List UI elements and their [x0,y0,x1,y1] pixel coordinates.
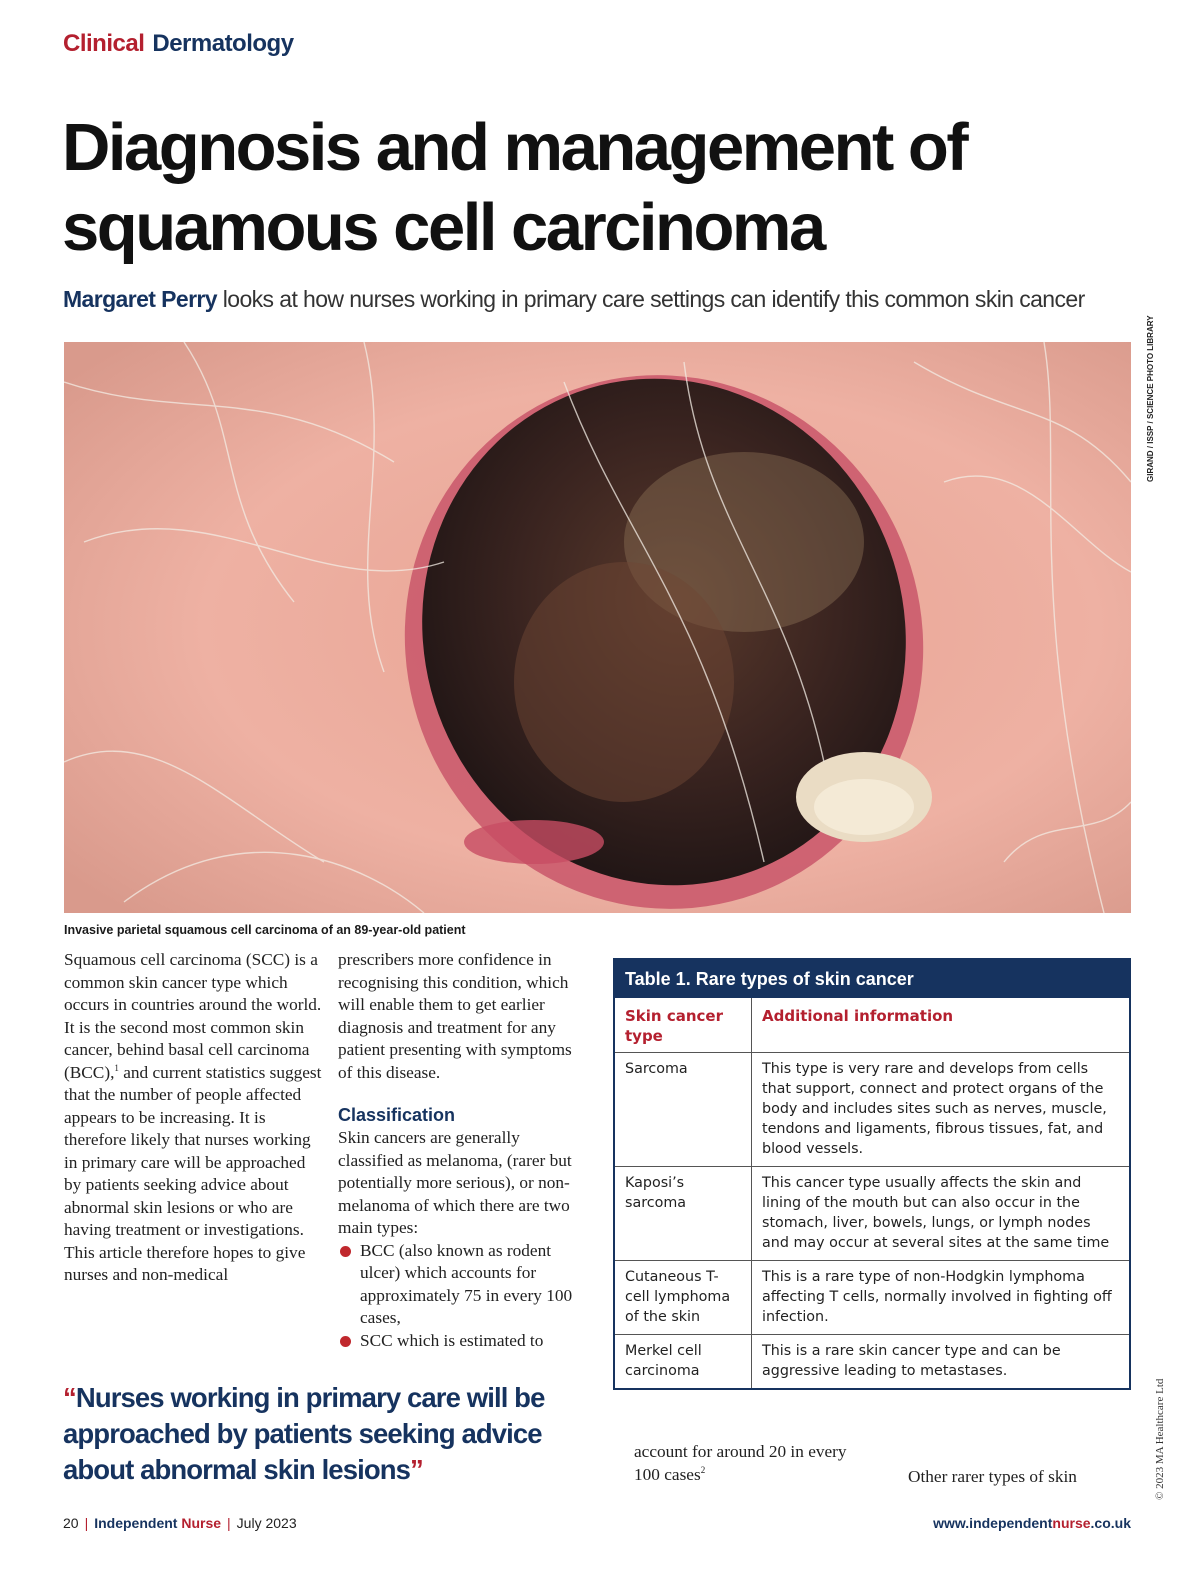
bullet-icon [340,1246,351,1257]
classification-heading: Classification [338,1105,456,1125]
magazine-name-part-1: Independent [94,1515,178,1531]
standfirst [63,286,1143,313]
copyright-notice [1140,1355,1166,1500]
rare-skin-cancer-table [613,958,1131,1390]
article-title-line-2: squamous cell carcinoma [62,190,824,265]
table-row [615,1335,1129,1389]
list-item [338,1240,588,1330]
close-quote-mark: ” [410,1454,423,1485]
types-list [338,1240,588,1353]
author-name: Margaret Perry [63,286,217,312]
website-link[interactable] [933,1515,1131,1531]
reference-1: 1 [114,1062,119,1073]
url-part-2: nurse [1052,1515,1091,1531]
classification-paragraph: Skin cancers are generally classified as melanoma, (rarer but potentially more serious), or non-melanoma of which there are two main types: [338,1128,572,1237]
section-name: Clinical [63,30,145,57]
open-quote-mark: “ [63,1382,76,1413]
cell-type: Merkel cell carcinoma [615,1335,752,1389]
cell-type: Sarcoma [615,1053,752,1167]
photo-credit [1134,315,1155,482]
standfirst-text: looks at how nurses working in primary care settings can identify this common skin cancer [222,286,1085,312]
section-label [63,30,294,58]
table-row [615,1053,1129,1167]
intro-text-b: and current statistics suggest that the number of people affected appears to be increasing. It is therefore likely that nurses working in primary care will be approached by patients seeking advice about abnormal skin lesions or who are having treatment or investigations. This article therefore hopes to give nurses and non-medical [64,1062,322,1284]
magazine-name-part-2: Nurse [181,1515,222,1531]
cell-info: This is a rare type of non-Hodgkin lymphoma affecting T cells, normally involved in fighting off infection. [752,1261,1130,1335]
url-part-1: www.independent [933,1515,1053,1531]
lesion-photo [64,342,1131,913]
body-column-3-continuation [634,1441,874,1486]
photo-caption: Invasive parietal squamous cell carcinoma of an 89-year-old patient [64,923,466,937]
body-column-1 [64,949,326,1287]
intro-text-a: Squamous cell carcinoma (SCC) is a common skin cancer type which occurs in countries around the world. It is the second most common skin cancer, behind basal cell carcinoma (BCC), [64,950,322,1082]
continuation-text: account for around 20 in every 100 cases [634,1442,847,1484]
subsection-name: Dermatology [152,30,294,57]
body-column-4-continuation: Other rarer types of skin [908,1467,1077,1486]
cell-info: This cancer type usually affects the skin and lining of the mouth but can also occur in the stomach, liver, bowels, lungs, or lymph nodes and may occur at several sites at the same time [752,1167,1130,1261]
article-title [62,108,1122,268]
column-header-info: Additional information [762,1007,954,1025]
bullet-icon [340,1336,351,1347]
list-item [338,1330,588,1353]
cell-type: Cutaneous T-cell lymphoma of the skin [615,1261,752,1335]
footer-folio [63,1515,297,1531]
pull-quote [63,1380,583,1488]
issue-date: July 2023 [236,1515,297,1531]
table-row [615,1167,1129,1261]
article-title-line-1: Diagnosis and management of [62,110,967,185]
separator: | [227,1515,231,1531]
cell-info: This type is very rare and develops from cells that support, connect and protect organs of the body and includes sites such as nerves, muscle, tendons and ligaments, fibrous tissues, fat, and blood vessels. [752,1053,1130,1167]
photo-credit-text: GIRAND / ISSP / SCIENCE PHOTO LIBRARY [1146,315,1155,482]
separator: | [84,1515,89,1531]
cell-info: This is a rare skin cancer type and can be aggressive leading to metastases. [752,1335,1130,1389]
cell-type: Kaposi’s sarcoma [615,1167,752,1261]
body-paragraph: prescribers more confidence in recognising this condition, which will enable them to get earlier diagnosis and treatment for any patient presenting with symptoms of this disease. [338,950,572,1082]
table-header-row [615,998,1129,1053]
intro-paragraph [64,949,326,1287]
reference-2: 2 [700,1464,706,1475]
table-grid [615,998,1129,1388]
copyright-text: © 2023 MA Healthcare Ltd [1154,1378,1166,1500]
list-item-text: BCC (also known as rodent ulcer) which accounts for approximately 75 in every 100 cases, [360,1240,573,1327]
lesion-photo-illustration [64,342,1131,913]
body-column-2 [338,949,588,1352]
table-title: Table 1. Rare types of skin cancer [615,960,1129,998]
table-row [615,1261,1129,1335]
column-header-type: Skin cancer type [615,998,752,1053]
url-part-3: .co.uk [1090,1515,1131,1531]
list-item-text: SCC which is estimated to [360,1330,544,1350]
pull-quote-text: Nurses working in primary care will be approached by patients seeking advice about abnormal skin lesions [63,1382,545,1485]
page-number: 20 [63,1515,79,1531]
